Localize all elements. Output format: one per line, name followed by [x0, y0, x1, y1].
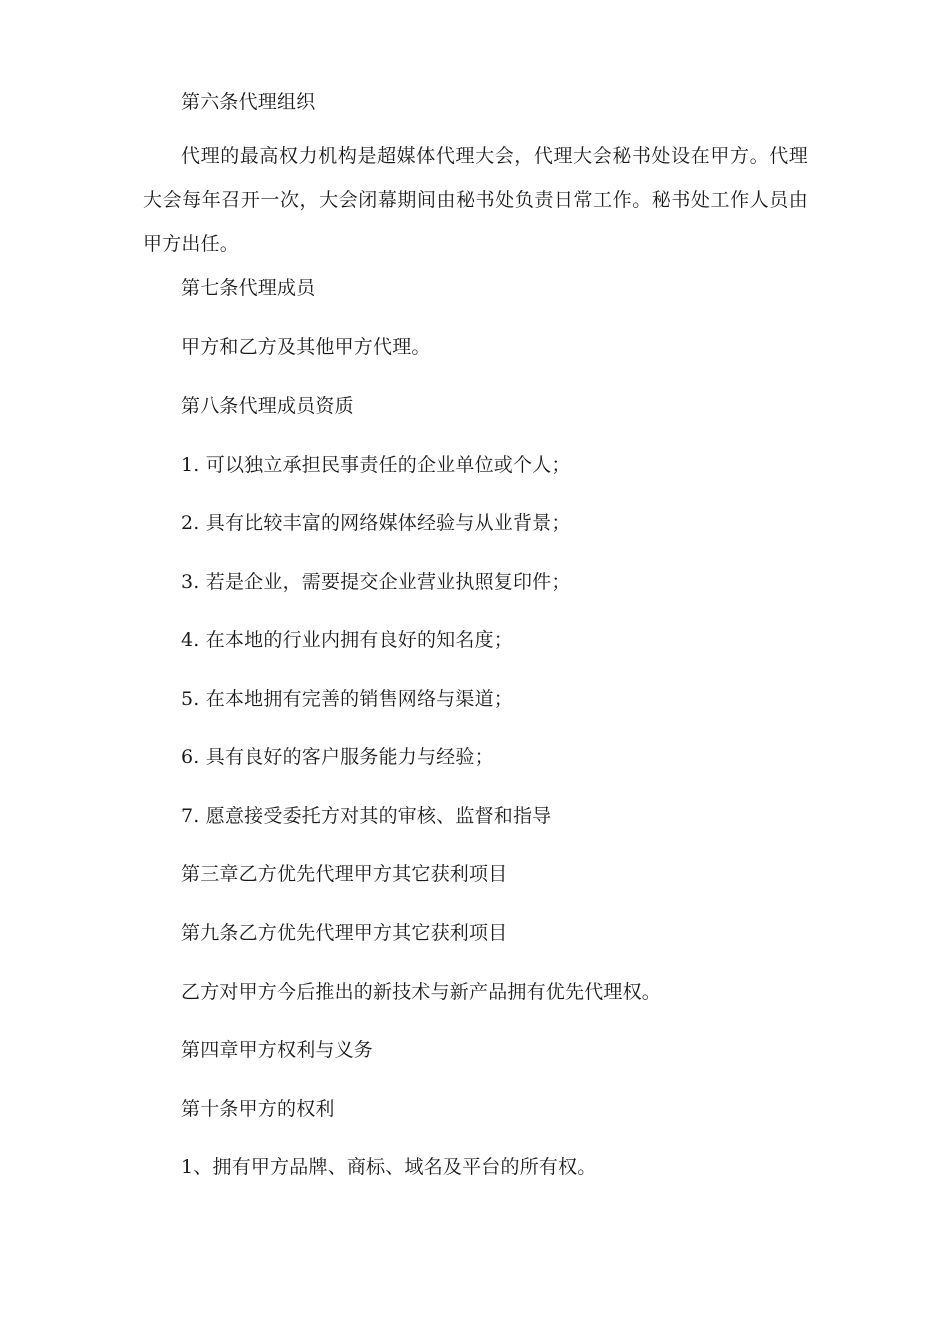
article-7-heading: 第七条代理成员: [181, 277, 316, 299]
list-item: 2. 具有比较丰富的网络媒体经验与从业背景；: [181, 512, 571, 534]
list-item: 4. 在本地的行业内拥有良好的知名度；: [181, 629, 513, 651]
list-item: 7. 愿意接受委托方对其的审核、监督和指导: [181, 805, 552, 827]
list-item: 3. 若是企业，需要提交企业营业执照复印件；: [181, 571, 571, 593]
article-6-heading: 第六条代理组织: [181, 91, 316, 113]
chapter-3-heading: 第三章乙方优先代理甲方其它获利项目: [181, 863, 508, 885]
list-item: 1. 可以独立承担民事责任的企业单位或个人；: [181, 454, 571, 476]
article-9-body: 乙方对甲方今后推出的新技术与新产品拥有优先代理权。: [181, 981, 662, 1003]
article-9-heading: 第九条乙方优先代理甲方其它获利项目: [181, 922, 508, 944]
article-8-heading: 第八条代理成员资质: [181, 395, 354, 417]
article-7-body: 甲方和乙方及其他甲方代理。: [181, 336, 431, 358]
article-10-item-1: 1、拥有甲方品牌、商标、域名及平台的所有权。: [181, 1156, 597, 1178]
list-item: 6. 具有良好的客户服务能力与经验；: [181, 746, 494, 768]
article-10-heading: 第十条甲方的权利: [181, 1098, 335, 1120]
chapter-4-heading: 第四章甲方权利与义务: [181, 1039, 374, 1061]
list-item: 5. 在本地拥有完善的销售网络与渠道；: [181, 688, 513, 710]
article-6-body: 代理的最高权力机构是超媒体代理大会，代理大会秘书处设在甲方。代理大会每年召开一次，大会闭幕期间由秘书处负责日常工作。秘书处工作人员由甲方出任。: [143, 145, 808, 255]
